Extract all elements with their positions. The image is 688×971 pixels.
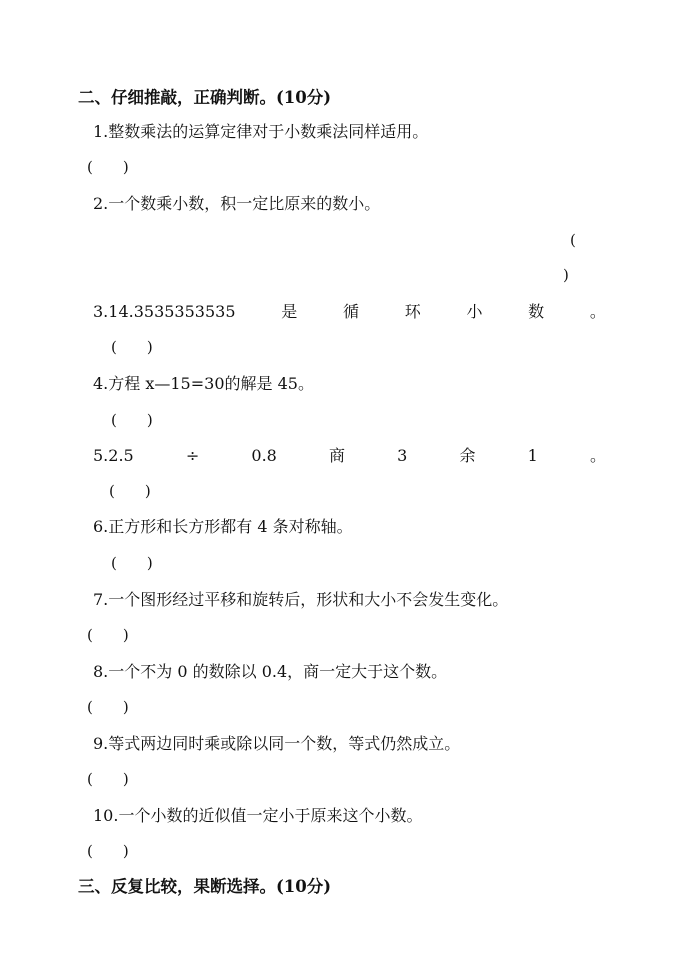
answer-bracket-7: ( ) [87,626,129,644]
question-3-part: 小 [466,302,483,321]
answer-bracket-5: ( ) [109,482,151,500]
question-3-part: 循 [342,302,359,321]
question-5-part: 0.8 [251,446,277,465]
answer-bracket-9: ( ) [87,770,129,788]
question-3-part: 。 [589,302,606,321]
question-5-part: 3 [397,446,408,465]
question-8: 8.一个不为 0 的数除以 0.4，商一定大于这个数。 [93,662,448,681]
question-3-part: 数 [528,302,545,321]
question-5-part: 商 [329,446,346,465]
answer-bracket-2-close: ) [563,266,569,284]
answer-bracket-6: ( ) [111,554,153,572]
question-5-part: 。 [589,446,606,465]
question-3-part: 环 [404,302,421,321]
question-1: 1.整数乘法的运算定律对于小数乘法同样适用。 [93,122,429,141]
answer-bracket-8: ( ) [87,698,129,716]
section-3-title: 三、反复比较，果断选择。(10分) [78,877,332,896]
answer-bracket-1: ( ) [87,158,129,176]
section-2-title: 二、仔细推敲，正确判断。(10分) [78,88,332,107]
answer-bracket-4: ( ) [111,411,153,429]
question-9: 9.等式两边同时乘或除以同一个数，等式仍然成立。 [93,734,461,753]
question-2: 2.一个数乘小数，积一定比原来的数小。 [93,194,381,213]
answer-bracket-10: ( ) [87,842,129,860]
question-3-part: 3.14.3535353535 [93,302,236,321]
question-5-part: 5.2.5 [93,446,134,465]
question-4: 4.方程 x—15=30的解是 45。 [93,374,314,393]
question-5-part: 1 [527,446,538,465]
question-10: 10.一个小数的近似值一定小于原来这个小数。 [93,806,423,825]
answer-bracket-2-open: ( [570,231,576,249]
question-5 [93,446,606,466]
question-7: 7.一个图形经过平移和旋转后，形状和大小不会发生变化。 [93,590,509,609]
question-3 [93,302,606,322]
answer-bracket-3: ( ) [111,338,153,356]
question-3-part: 是 [281,302,298,321]
question-5-part: 余 [459,446,476,465]
question-6: 6.正方形和长方形都有 4 条对称轴。 [93,517,353,536]
question-5-part: ÷ [185,446,200,465]
